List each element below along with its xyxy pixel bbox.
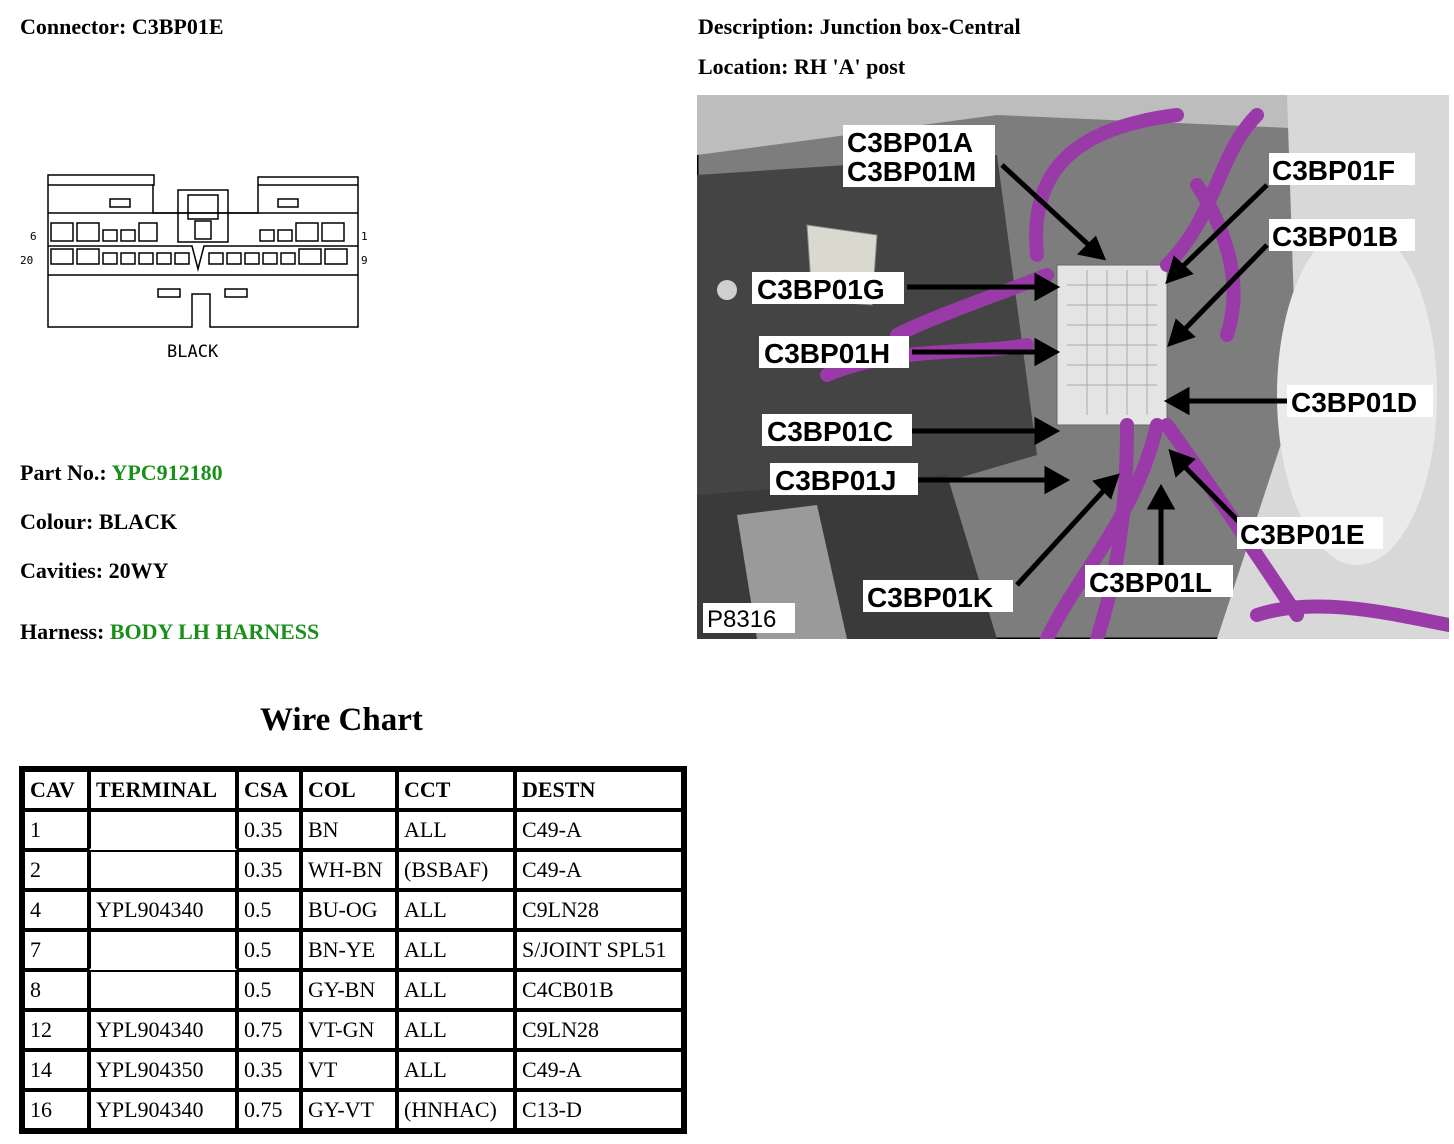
callout-c3bp01j: C3BP01J [775, 465, 897, 496]
callout-c3bp01c: C3BP01C [767, 416, 894, 447]
connector-value: C3BP01E [131, 14, 224, 39]
colour-field [20, 509, 177, 535]
connector-field [20, 14, 224, 40]
cell-terminal [89, 850, 237, 890]
description-field [698, 14, 1021, 40]
cavities-field [20, 558, 168, 584]
cell-csa: 0.75 [237, 1090, 301, 1130]
callout-c3bp01l: C3BP01L [1089, 567, 1212, 598]
cell-cav: 12 [23, 1010, 89, 1050]
cell-cav: 14 [23, 1050, 89, 1090]
callout-c3bp01k: C3BP01K [867, 582, 994, 613]
cell-csa: 0.5 [237, 970, 301, 1010]
cell-csa: 0.5 [237, 890, 301, 930]
wire-chart-table [19, 766, 687, 1134]
cell-destn: C49-A [515, 850, 683, 890]
cell-col: GY-BN [301, 970, 397, 1010]
cavities-value: 20WY [108, 558, 169, 583]
cell-cav: 4 [23, 890, 89, 930]
table-row [23, 970, 683, 1010]
callout-c3bp01d: C3BP01D [1291, 387, 1418, 418]
cell-cct: ALL [397, 1050, 515, 1090]
cell-csa: 0.35 [237, 850, 301, 890]
cell-col: BN [301, 810, 397, 850]
wire-chart-title: Wire Chart [260, 702, 423, 738]
photo-id-label: P8316 [707, 606, 777, 633]
callout-c3bp01m: C3BP01M [847, 156, 977, 187]
cell-csa: 0.35 [237, 1050, 301, 1090]
cell-terminal [89, 930, 237, 970]
callout-c3bp01a: C3BP01A [847, 127, 974, 158]
table-row [23, 890, 683, 930]
harness-label: Harness: [20, 619, 105, 644]
table-row [23, 1050, 683, 1090]
cell-destn: C49-A [515, 810, 683, 850]
table-row [23, 810, 683, 850]
callout-c3bp01b: C3BP01B [1272, 221, 1399, 252]
cell-terminal: YPL904350 [89, 1050, 237, 1090]
diagram-colour-label: BLACK [167, 342, 219, 362]
cell-cct: ALL [397, 1010, 515, 1050]
cell-terminal: YPL904340 [89, 1090, 237, 1130]
cell-terminal [89, 970, 237, 1010]
table-row [23, 930, 683, 970]
pin-label-6: 6 [30, 230, 37, 243]
callout-c3bp01g: C3BP01G [757, 274, 885, 305]
cell-csa: 0.5 [237, 930, 301, 970]
cavities-label: Cavities: [20, 558, 104, 583]
part-no-field [20, 460, 223, 486]
cell-terminal [89, 810, 237, 850]
cell-csa: 0.35 [237, 810, 301, 850]
header-destn: DESTN [515, 770, 683, 810]
cell-terminal: YPL904340 [89, 890, 237, 930]
callout-c3bp01h: C3BP01H [764, 338, 891, 369]
cell-col: VT [301, 1050, 397, 1090]
cell-csa: 0.75 [237, 1010, 301, 1050]
callout-c3bp01f: C3BP01F [1272, 155, 1395, 186]
table-row [23, 1010, 683, 1050]
cell-cav: 1 [23, 810, 89, 850]
cell-col: GY-VT [301, 1090, 397, 1130]
cell-cct: (HNHAC) [397, 1090, 515, 1130]
location-photo [697, 95, 1449, 639]
table-row [23, 1090, 683, 1130]
connector-label: Connector: [20, 14, 127, 39]
table-row [23, 850, 683, 890]
cell-col: VT-GN [301, 1010, 397, 1050]
cell-destn: C9LN28 [515, 890, 683, 930]
location-field [698, 54, 905, 80]
pin-label-9: 9 [361, 254, 368, 267]
cell-destn: C4CB01B [515, 970, 683, 1010]
header-col: COL [301, 770, 397, 810]
header-cct: CCT [397, 770, 515, 810]
cell-col: WH-BN [301, 850, 397, 890]
cell-cav: 7 [23, 930, 89, 970]
pin-label-20: 20 [20, 254, 34, 267]
description-value: Junction box-Central [819, 14, 1021, 39]
callout-c3bp01e: C3BP01E [1240, 519, 1365, 550]
description-label: Description: [698, 14, 815, 39]
cell-cct: (BSBAF) [397, 850, 515, 890]
colour-value: BLACK [98, 509, 178, 534]
cell-destn: C13-D [515, 1090, 683, 1130]
connector-face-diagram [20, 165, 370, 365]
cell-cav: 16 [23, 1090, 89, 1130]
header-csa: CSA [237, 770, 301, 810]
harness-field [20, 619, 319, 645]
cell-col: BN-YE [301, 930, 397, 970]
cell-cct: ALL [397, 930, 515, 970]
cell-cct: ALL [397, 890, 515, 930]
pin-label-1: 1 [361, 230, 368, 243]
colour-label: Colour: [20, 509, 94, 534]
part-no-link[interactable]: YPC912180 [111, 460, 223, 485]
cell-cav: 2 [23, 850, 89, 890]
cell-destn: C49-A [515, 1050, 683, 1090]
cell-cav: 8 [23, 970, 89, 1010]
location-label: Location: [698, 54, 789, 79]
location-value: RH 'A' post [793, 54, 906, 79]
table-header-row [23, 770, 683, 810]
part-no-label: Part No.: [20, 460, 107, 485]
cell-destn: S/JOINT SPL51 [515, 930, 683, 970]
cell-terminal: YPL904340 [89, 1010, 237, 1050]
cell-cct: ALL [397, 970, 515, 1010]
cell-cct: ALL [397, 810, 515, 850]
cell-col: BU-OG [301, 890, 397, 930]
header-terminal: TERMINAL [89, 770, 237, 810]
header-cav: CAV [23, 770, 89, 810]
cell-destn: C9LN28 [515, 1010, 683, 1050]
harness-link[interactable]: BODY LH HARNESS [109, 619, 320, 644]
